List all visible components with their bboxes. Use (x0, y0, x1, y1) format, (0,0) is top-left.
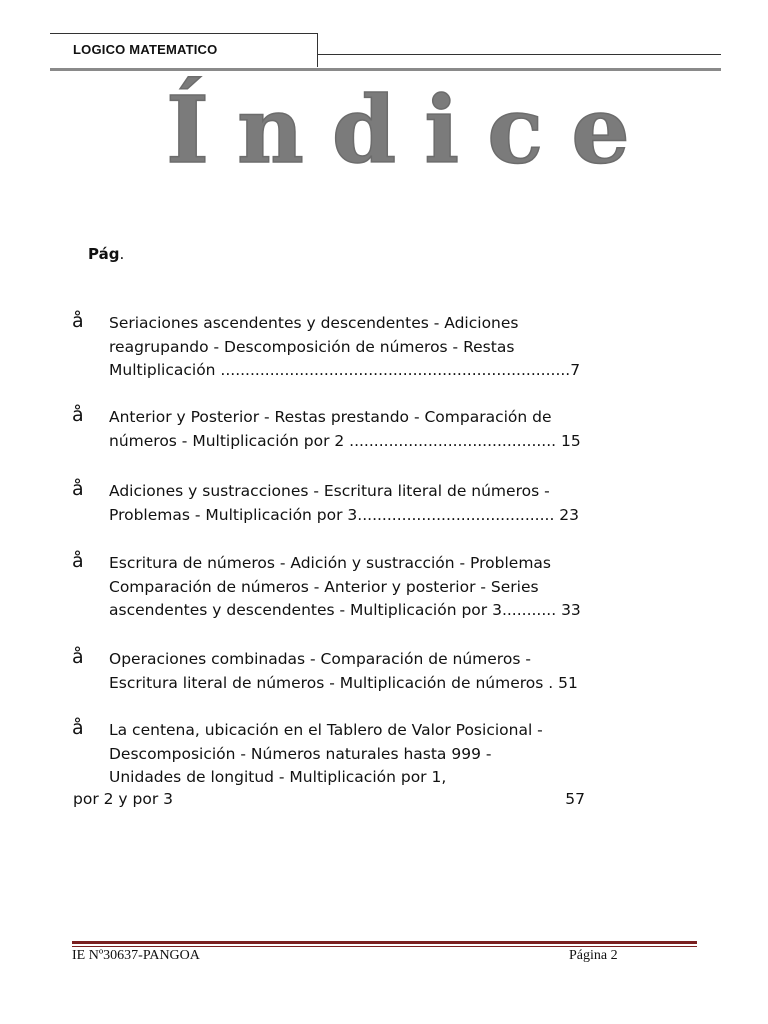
toc-line: reagrupando - Descomposición de números - Restas (109, 337, 515, 356)
page-title: Índice (166, 76, 658, 184)
toc-page-number: 57 (565, 790, 585, 808)
toc-continuation-line (73, 788, 585, 812)
toc-entry-text (109, 406, 589, 453)
bullet-icon: å (72, 478, 84, 500)
toc-line: Comparación de números - Anterior y posterior - Series (109, 577, 539, 596)
bullet-icon: å (72, 404, 84, 426)
toc-continuation-text: por 2 y por 3 (73, 790, 173, 808)
page-column-label (88, 245, 124, 263)
footer-school: IE Nº30637-PANGOA (72, 948, 200, 963)
toc-line: Multiplicación .......................................................................7 (109, 361, 581, 379)
footer-rule (72, 941, 697, 944)
toc-line: Adiciones y sustracciones - Escritura literal de números - (109, 482, 550, 500)
header-title: LOGICO MATEMATICO (73, 42, 218, 57)
bullet-icon: å (72, 717, 84, 739)
toc-line: Seriaciones ascendentes y descendentes - Adiciones (109, 314, 519, 332)
bullet-icon: å (72, 550, 84, 572)
toc-entry-text (109, 312, 589, 383)
header-rule (318, 54, 721, 55)
bullet-icon: å (72, 310, 84, 332)
page-column-label-dot: . (119, 245, 125, 263)
bullet-icon: å (72, 646, 84, 668)
toc-line: ascendentes y descendentes - Multiplicación por 3........... 33 (109, 601, 581, 619)
toc-line: Escritura literal de números - Multiplicación de números . 51 (109, 673, 578, 692)
toc-line: Descomposición - Números naturales hasta 999 - (109, 744, 492, 763)
toc-entry-text (109, 480, 589, 527)
toc-line: Anterior y Posterior - Restas prestando - Comparación de (109, 408, 552, 426)
toc-line: Escritura de números - Adición y sustracción - Problemas (109, 554, 551, 572)
toc-line: La centena, ubicación en el Tablero de Valor Posicional - (109, 721, 543, 739)
header-underline (50, 68, 721, 71)
toc-line: Problemas - Multiplicación por 3........................................ 23 (109, 505, 580, 524)
toc-entry-text (109, 648, 589, 695)
toc-line: números - Multiplicación por 2 .......................................... 15 (109, 431, 581, 450)
toc-entry-text (109, 719, 589, 790)
footer-rule-thin (72, 946, 697, 947)
page-column-label-text: Pág (88, 245, 120, 263)
toc-line: Operaciones combinadas - Comparación de números - (109, 650, 531, 668)
toc-entry-text (109, 552, 589, 623)
footer-page-number: Página 2 (569, 948, 618, 963)
toc-line: Unidades de longitud - Multiplicación por 1, (109, 768, 447, 786)
